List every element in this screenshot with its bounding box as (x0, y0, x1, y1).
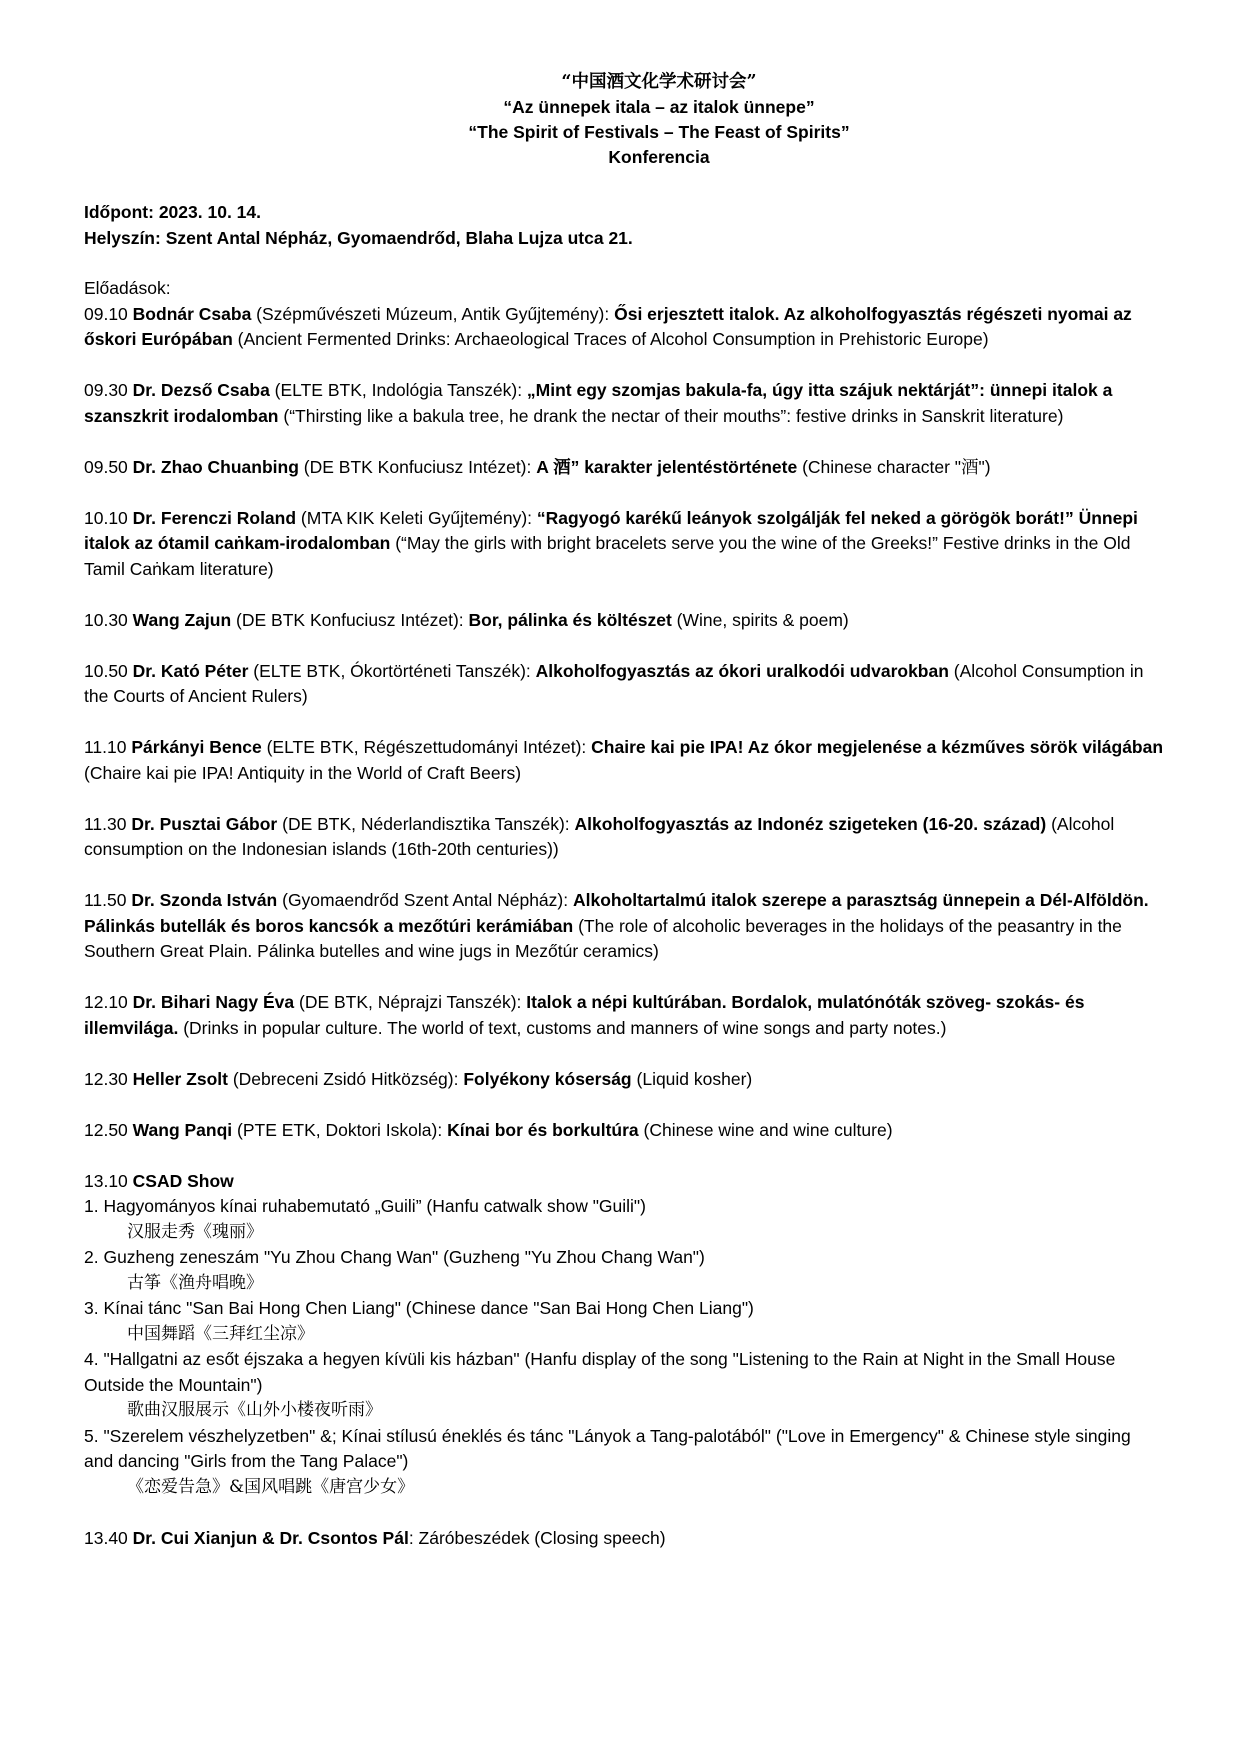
talk-title: Folyékony kóserság (463, 1068, 632, 1089)
talk-time: 12.30 (84, 1068, 128, 1089)
show-item (84, 1194, 1164, 1245)
show-item-text: 1. Hagyományos kínai ruhabemutató „Guili” (Hanfu catwalk show "Guili") (84, 1196, 646, 1216)
header-english-title: “The Spirit of Festivals – The Feast of Spirits” (468, 122, 850, 142)
talk-translation: (Liquid kosher) (631, 1068, 753, 1089)
talk-title: Ősi erjesztett italok. Az alkoholfogyasztás régészeti nyomai az őskori Európában (84, 303, 1132, 349)
talk-affiliation: (DE BTK, Néderlandisztika Tanszék): (277, 813, 575, 834)
event-meta (84, 200, 1164, 251)
talk-item (84, 812, 1164, 863)
talk-time: 09.50 (84, 456, 128, 477)
talk-translation: (“May the girls with bright bracelets serve you the wine of the Greeks!” Festive drinks in the Old Tamil Caṅkam literature) (84, 533, 1131, 579)
talk-translation: (Chinese wine and wine culture) (638, 1119, 893, 1140)
talk-translation: (Drinks in popular culture. The world of text, customs and manners of wine songs and party notes.) (178, 1017, 947, 1038)
talk-affiliation: (Debreceni Zsidó Hitközség): (227, 1068, 464, 1089)
show-item-text: 3. Kínai tánc "San Bai Hong Chen Liang" (Chinese dance "San Bai Hong Chen Liang") (84, 1298, 754, 1318)
event-date: Időpont: 2023. 10. 14. (84, 202, 261, 222)
talk-time: 11.50 (84, 890, 127, 910)
talk-time: 11.10 (84, 737, 127, 757)
show-item-chinese: 歌曲汉服展示《山外小楼夜听雨》 (127, 1400, 382, 1420)
talk-speaker: Dr. Pusztai Gábor (131, 813, 278, 834)
talk-speaker: Dr. Szonda István (131, 890, 278, 910)
talk-time: 12.50 (84, 1119, 128, 1140)
header-conference-label: Konferencia (608, 147, 710, 167)
talk-translation: (Alcohol Consumption in the Courts of Ancient Rulers) (84, 660, 1144, 706)
talk-speaker: Wang Zajun (132, 609, 232, 630)
show-item (84, 1347, 1164, 1424)
talk-title: „Mint egy szomjas bakula-fa, úgy itta szájuk nektárját”: ünnepi italok a szanszkrit irodalomban (84, 380, 1113, 426)
talk-affiliation: (DE BTK Konfuciusz Intézet): (231, 609, 469, 630)
talk-item (84, 735, 1164, 786)
talk-title: Chaire kai pie IPA! Az ókor megjelenése a kézműves sörök világában (591, 737, 1164, 757)
show-section (84, 1169, 1164, 1501)
talk-item (84, 506, 1164, 583)
talks-label: Előadások: (84, 278, 171, 298)
talk-affiliation: (ELTE BTK, Ókortörténeti Tanszék): (248, 660, 536, 681)
document-header (84, 70, 1164, 170)
show-item (84, 1424, 1164, 1501)
talk-item (84, 659, 1164, 710)
closing-speakers: Dr. Cui Xianjun & Dr. Csontos Pál (132, 1527, 409, 1548)
talk-item (84, 302, 1164, 353)
talk-item (84, 608, 1164, 634)
show-item-chinese: 汉服走秀《瑰丽》 (127, 1221, 263, 1242)
talk-affiliation: (Szépművészeti Múzeum, Antik Gyűjtemény): (251, 303, 615, 324)
talk-speaker: Bodnár Csaba (132, 303, 252, 324)
talk-title: Bor, pálinka és költészet (468, 609, 672, 630)
event-venue: Helyszín: Szent Antal Népház, Gyomaendrőd, Blaha Lujza utca 21. (84, 227, 633, 248)
talk-speaker: Párkányi Bence (131, 737, 262, 757)
talk-time: 10.50 (84, 660, 128, 681)
talk-time: 09.10 (84, 303, 128, 324)
talk-title: Alkoholfogyasztás az ókori uralkodói udvarokban (535, 660, 949, 681)
talk-speaker: Wang Panqi (132, 1119, 233, 1140)
header-chinese-title: “中国酒文化学术研讨会” (561, 72, 757, 92)
talk-translation: (Ancient Fermented Drinks: Archaeological Traces of Alcohol Consumption in Prehistoric Europe) (232, 329, 989, 349)
talk-speaker: Dr. Kató Péter (132, 660, 249, 681)
talk-item (84, 1067, 1164, 1093)
talks-list (84, 302, 1164, 1144)
header-hungarian-title: “Az ünnepek itala – az italok ünnepe” (503, 97, 815, 117)
talk-affiliation: (ELTE BTK, Régészettudományi Intézet): (261, 737, 592, 757)
talk-affiliation: (DE BTK Konfuciusz Intézet): (298, 456, 537, 477)
show-heading (84, 1169, 1164, 1195)
show-item-text: 5. "Szerelem vészhelyzetben" &; Kínai stílusú éneklés és tánc "Lányok a Tang-palotából" ("Love in Emergency" & Chinese style singing and dancing "Girls from the Tang Palace") (84, 1425, 1131, 1471)
talk-item (84, 888, 1164, 965)
talk-title: A 酒” karakter jelentéstörténete (536, 456, 798, 477)
talk-translation: (Chaire kai pie IPA! Antiquity in the World of Craft Beers) (84, 762, 522, 783)
talk-affiliation: (Gyomaendrőd Szent Antal Népház): (277, 890, 573, 910)
show-time: 13.10 (84, 1170, 128, 1191)
closing-time: 13.40 (84, 1527, 128, 1548)
talk-affiliation: (DE BTK, Néprajzi Tanszék): (294, 992, 527, 1012)
talk-time: 10.10 (84, 507, 128, 528)
talk-item (84, 990, 1164, 1041)
closing-item (84, 1526, 1164, 1552)
show-item-text: 4. "Hallgatni az esőt éjszaka a hegyen kívüli kis házban" (Hanfu display of the song "Listening to the Rain at Night in the Small House Outside the Mountain") (84, 1349, 1116, 1395)
talk-title: Italok a népi kultúrában. Bordalok, mulatónóták szöveg- szokás- és illemvilága. (84, 992, 1085, 1038)
talk-item (84, 1118, 1164, 1144)
document-page (84, 70, 1164, 1577)
talk-title: Alkoholtartalmú italok szerepe a parasztság ünnepein a Dél-Alföldön. Pálinkás butellák és boros kancsók a mezőtúri kerámiában (84, 890, 1149, 936)
talk-translation: (The role of alcoholic beverages in the holidays of the peasantry in the Southern Great Plain. Pálinka butelles and wine jugs in Mezőtúr ceramics) (84, 915, 1122, 961)
show-item (84, 1296, 1164, 1347)
show-item (84, 1245, 1164, 1296)
talk-title: “Ragyogó karékű leányok szolgálják fel neked a görögök borát!” Ünnepi italok az ótamil caṅkam-irodalomban (84, 507, 1138, 553)
talk-translation: (Alcohol consumption on the Indonesian islands (16th-20th centuries)) (84, 813, 1115, 859)
talk-speaker: Dr. Zhao Chuanbing (132, 456, 299, 477)
talk-item (84, 378, 1164, 429)
talk-time: 09.30 (84, 380, 128, 400)
talk-title: Kínai bor és borkultúra (447, 1119, 639, 1140)
talk-translation: (Chinese character "酒") (797, 456, 991, 477)
talk-affiliation: (MTA KIK Keleti Gyűjtemény): (296, 507, 537, 528)
talk-time: 10.30 (84, 609, 128, 630)
talk-time: 12.10 (84, 992, 128, 1012)
closing-title: : Záróbeszédek (Closing speech) (408, 1527, 666, 1548)
show-item-chinese: 古筝《渔舟唱晚》 (127, 1272, 263, 1293)
talk-speaker: Dr. Dezső Csaba (132, 380, 270, 400)
talk-speaker: Dr. Ferenczi Roland (132, 507, 297, 528)
talk-time: 11.30 (84, 813, 127, 834)
talk-speaker: Dr. Bihari Nagy Éva (132, 992, 295, 1012)
talk-item (84, 455, 1164, 481)
show-item-chinese: 中国舞蹈《三拜红尘凉》 (127, 1323, 314, 1344)
talk-affiliation: (ELTE BTK, Indológia Tanszék): (269, 380, 527, 400)
talk-translation: (Wine, spirits & poem) (671, 609, 849, 630)
talk-translation: (“Thirsting like a bakula tree, he drank the nectar of their mouths”: festive drinks in Sanskrit literature) (278, 405, 1064, 426)
talk-title: Alkoholfogyasztás az Indonéz szigeteken (16-20. század) (574, 813, 1047, 834)
show-item-chinese: 《恋爱告急》&国风唱跳《唐宫少女》 (127, 1476, 415, 1497)
show-title: CSAD Show (132, 1170, 234, 1191)
talk-affiliation: (PTE ETK, Doktori Iskola): (232, 1119, 448, 1140)
show-item-text: 2. Guzheng zeneszám "Yu Zhou Chang Wan" (Guzheng "Yu Zhou Chang Wan") (84, 1247, 705, 1267)
talk-speaker: Heller Zsolt (132, 1068, 228, 1089)
